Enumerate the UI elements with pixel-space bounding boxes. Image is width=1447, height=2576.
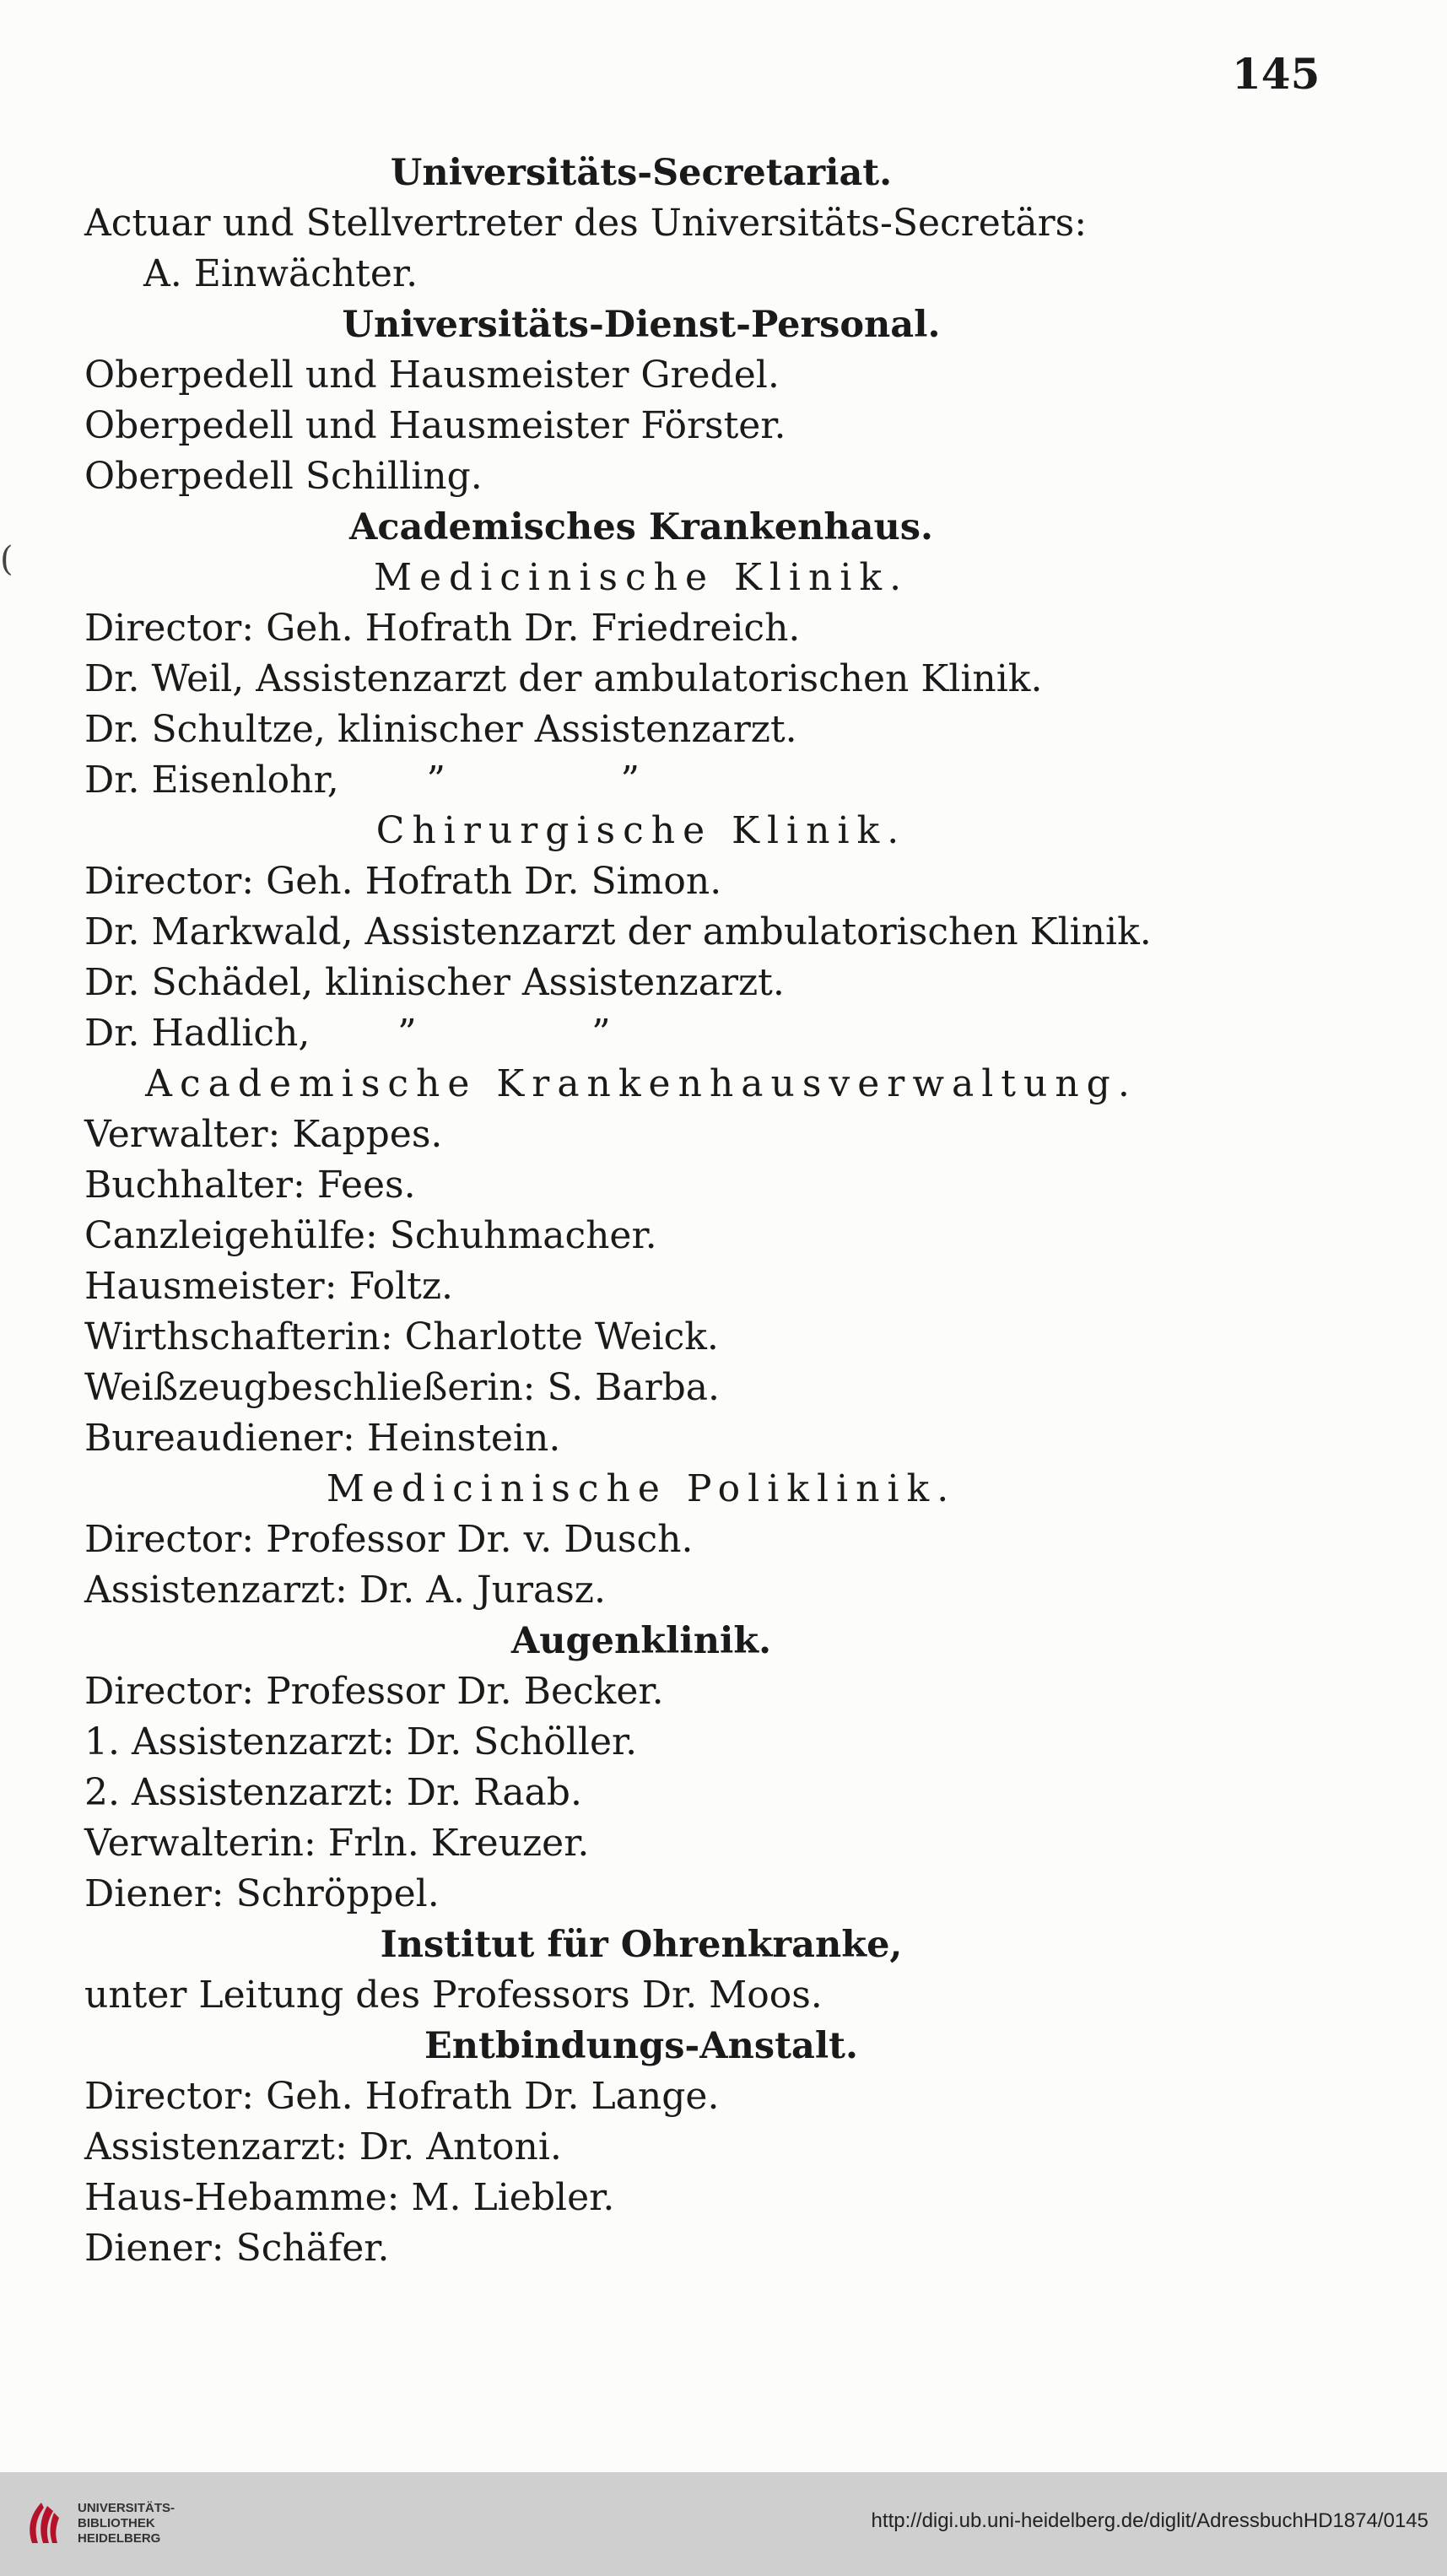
text-line: unter Leitung des Professors Dr. Moos.: [84, 1974, 823, 2017]
text-line: Bureaudiener: Heinstein.: [84, 1417, 561, 1460]
text-block: [84, 148, 1198, 2274]
margin-mark: (: [0, 540, 13, 579]
library-name: [78, 2501, 175, 2546]
text-line: 1. Assistenzarzt: Dr. Schöller.: [84, 1720, 638, 1763]
text-line: Diener: Schröppel.: [84, 1872, 440, 1915]
text-line: Director: Professor Dr. Becker.: [84, 1670, 664, 1713]
text-line: Assistenzarzt: Dr. Antoni.: [84, 2125, 562, 2168]
footer-bar: [0, 2472, 1447, 2576]
text-line: Dr. Weil, Assistenzarzt der ambulatorischen Klinik.: [84, 657, 1043, 700]
text-line-ditto: [84, 1008, 1198, 1059]
ditto-mark: ”: [426, 759, 445, 802]
ditto-mark: ”: [591, 1012, 611, 1055]
text-line: Director: Geh. Hofrath Dr. Friedreich.: [84, 607, 801, 650]
library-name-line3: HEIDELBERG: [78, 2531, 161, 2546]
library-name-line2: BIBLIOTHEK: [78, 2516, 155, 2530]
text-line: Assistenzarzt: Dr. A. Jurasz.: [84, 1569, 606, 1612]
heading-poliklinik: Medicinische Poliklinik.: [326, 1467, 957, 1510]
ditto-name: Dr. Hadlich,: [84, 1012, 310, 1055]
page-number: 145: [1232, 49, 1320, 99]
heading-ohrenkranke: Institut für Ohrenkranke,: [380, 1924, 903, 1966]
text-line: 2. Assistenzarzt: Dr. Raab.: [84, 1771, 582, 1814]
text-line: Weißzeugbeschließerin: S. Barba.: [84, 1366, 721, 1409]
text-line: Dr. Markwald, Assistenzarzt der ambulatorischen Klinik.: [84, 910, 1152, 953]
text-line: Verwalter: Kappes.: [84, 1113, 443, 1156]
text-line: Verwalterin: Frln. Kreuzer.: [84, 1822, 590, 1865]
heading-universitaets-secretariat: Universitäts-Secretariat.: [390, 152, 893, 194]
library-logo-icon: [15, 2498, 67, 2550]
text-line: Diener: Schäfer.: [84, 2227, 390, 2270]
text-line: Dr. Schädel, klinischer Assistenzarzt.: [84, 961, 785, 1004]
heading-dienst-personal: Universitäts-Dienst-Personal.: [342, 304, 941, 346]
heading-medicinische-klinik: Medicinische Klinik.: [373, 556, 910, 599]
library-name-line1: UNIVERSITÄTS-: [78, 2501, 175, 2515]
text-line: Oberpedell Schilling.: [84, 455, 483, 498]
text-line: Oberpedell und Hausmeister Gredel.: [84, 354, 780, 397]
text-line: Director: Geh. Hofrath Dr. Lange.: [84, 2075, 720, 2118]
text-line: Director: Geh. Hofrath Dr. Simon.: [84, 860, 722, 903]
heading-augenklinik: Augenklinik.: [510, 1620, 772, 1662]
text-line: A. Einwächter.: [143, 252, 418, 295]
ditto-name: Dr. Eisenlohr,: [84, 759, 339, 802]
text-line: Director: Professor Dr. v. Dusch.: [84, 1518, 694, 1561]
text-line: Buchhalter: Fees.: [84, 1164, 416, 1207]
heading-entbindungs-anstalt: Entbindungs-Anstalt.: [424, 2025, 858, 2067]
heading-krankenhaus: Academisches Krankenhaus.: [349, 506, 933, 548]
text-line: Wirthschafterin: Charlotte Weick.: [84, 1315, 719, 1358]
source-url-link[interactable]: http://digi.ub.uni-heidelberg.de/diglit/AdressbuchHD1874/0145: [871, 2509, 1428, 2532]
text-line: Haus-Hebamme: M. Liebler.: [84, 2176, 615, 2219]
text-line-ditto: [84, 755, 1198, 806]
text-line: Actuar und Stellvertreter des Universitäts-Secretärs:: [84, 202, 1088, 245]
ditto-mark: ”: [397, 1012, 417, 1055]
text-line: Canzleigehülfe: Schuhmacher.: [84, 1214, 657, 1257]
ditto-mark: ”: [620, 759, 640, 802]
text-line: Dr. Schultze, klinischer Assistenzarzt.: [84, 708, 797, 751]
text-line: Oberpedell und Hausmeister Förster.: [84, 404, 786, 447]
heading-krankenhausverwaltung: Academische Krankenhausverwaltung.: [145, 1062, 1137, 1105]
text-line: Hausmeister: Foltz.: [84, 1265, 454, 1308]
heading-chirurgische-klinik: Chirurgische Klinik.: [375, 809, 907, 852]
